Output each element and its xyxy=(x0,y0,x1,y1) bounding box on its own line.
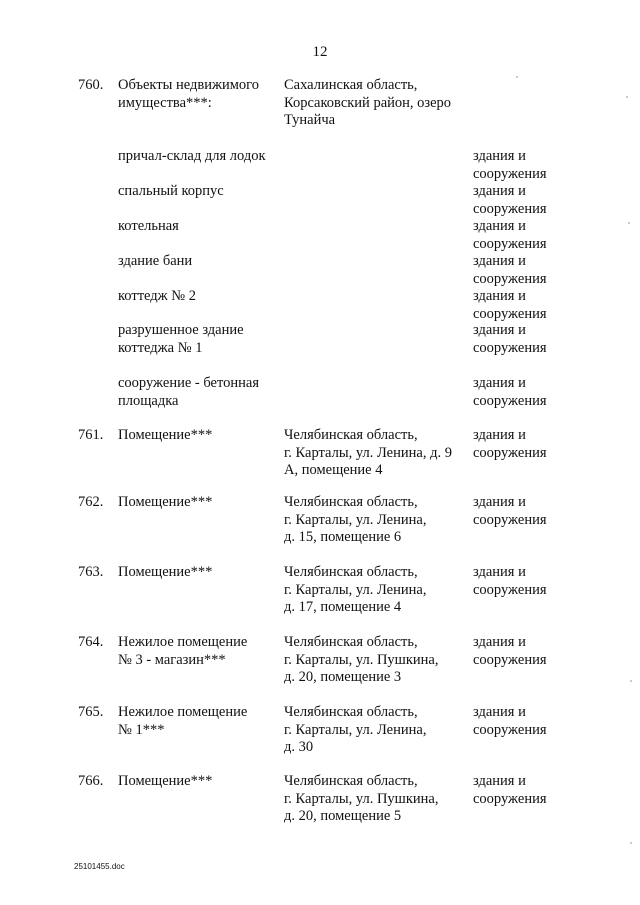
property-name: котельная xyxy=(118,218,179,234)
property-type: здания и сооружения xyxy=(473,148,547,182)
property-address: Челябинская область, г. Карталы, ул. Ленина, д. 15, помещение 6 xyxy=(284,494,427,545)
entry-number: 766. xyxy=(78,773,104,789)
property-type: здания и сооружения xyxy=(473,322,547,356)
property-name: сооружение - бетонная площадка xyxy=(118,375,259,409)
property-name: Объекты недвижимого имущества***: xyxy=(118,77,260,111)
property-type: здания и сооружения xyxy=(473,773,547,807)
property-name: Помещение*** xyxy=(118,427,213,443)
scan-speck xyxy=(630,680,632,682)
property-type: здания и сооружения xyxy=(473,288,547,322)
entry-number: 765. xyxy=(78,704,104,720)
property-name: здание бани xyxy=(118,253,193,269)
property-address: Челябинская область, г. Карталы, ул. Ленина, д. 9 А, помещение 4 xyxy=(284,427,452,478)
entry-number: 760. xyxy=(78,77,104,93)
property-name: коттедж № 2 xyxy=(118,288,197,304)
entry-number: 761. xyxy=(78,427,104,443)
property-name: Помещение*** xyxy=(118,773,213,789)
property-name: причал-склад для лодок xyxy=(118,148,266,164)
property-type: здания и сооружения xyxy=(473,494,547,528)
property-address: Челябинская область, г. Карталы, ул. Пушкина, д. 20, помещение 5 xyxy=(284,773,439,824)
scan-speck xyxy=(628,222,630,224)
property-type: здания и сооружения xyxy=(473,427,547,461)
property-address: Челябинская область, г. Карталы, ул. Ленина, д. 17, помещение 4 xyxy=(284,564,427,615)
property-name: Нежилое помещение № 1*** xyxy=(118,704,248,738)
property-name: Помещение*** xyxy=(118,564,213,580)
entry-number: 762. xyxy=(78,494,104,510)
scan-speck xyxy=(630,842,632,844)
property-type: здания и сооружения xyxy=(473,183,547,217)
scan-speck xyxy=(516,76,518,78)
property-name: Нежилое помещение № 3 - магазин*** xyxy=(118,634,248,668)
property-type: здания и сооружения xyxy=(473,218,547,252)
property-type: здания и сооружения xyxy=(473,564,547,598)
property-name: разрушенное здание коттеджа № 1 xyxy=(118,322,244,356)
property-name: Помещение*** xyxy=(118,494,213,510)
entry-number: 763. xyxy=(78,564,104,580)
property-type: здания и сооружения xyxy=(473,634,547,668)
scan-speck xyxy=(626,96,628,98)
property-type: здания и сооружения xyxy=(473,704,547,738)
page-number: 12 xyxy=(312,44,328,60)
property-type: здания и сооружения xyxy=(473,375,547,409)
entry-number: 764. xyxy=(78,634,104,650)
property-type: здания и сооружения xyxy=(473,253,547,287)
file-name-footer: 25101455.doc xyxy=(74,862,125,871)
property-address: Челябинская область, г. Карталы, ул. Ленина, д. 30 xyxy=(284,704,427,755)
property-address: Челябинская область, г. Карталы, ул. Пушкина, д. 20, помещение 3 xyxy=(284,634,439,685)
property-address: Сахалинская область, Корсаковский район, озеро Тунайча xyxy=(284,77,452,128)
property-name: спальный корпус xyxy=(118,183,224,199)
